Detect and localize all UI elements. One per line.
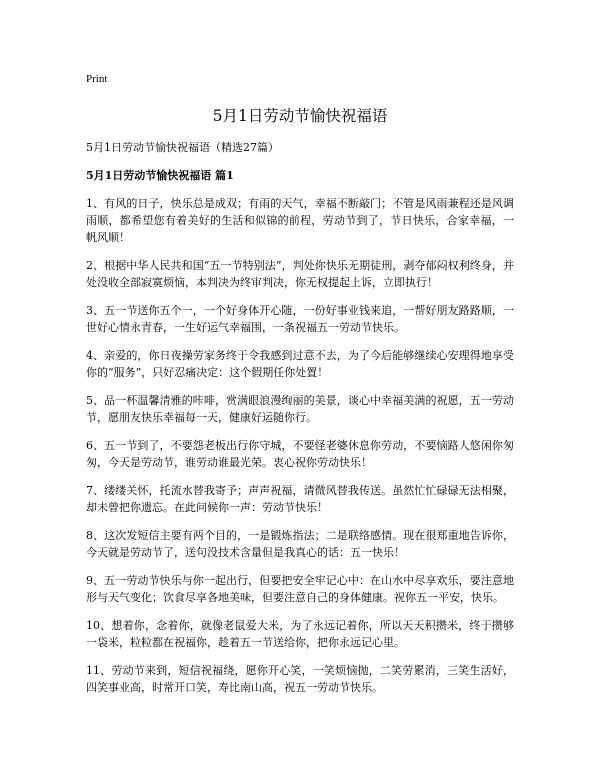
blessing-paragraph-1: 1、有风的日子，快乐总是成双；有雨的天气，幸福不断敲门；不管是风雨兼程还是风调雨顺，都希望您有着美好的生活和似锦的前程，劳动节到了，节日快乐，合家幸福，一帆风顺！ <box>86 197 514 244</box>
blessing-paragraph-9: 9、五一劳动节快乐与你一起出行，但要把安全牢记心中：在山水中尽享欢乐，要注意地形与天气变化；饮食尽享各地美味，但要注意自己的身体健康。祝你五一平安，快乐。 <box>86 574 514 604</box>
blessing-paragraph-2: 2、根据中华人民共和国“五一节特别法”，判处你快乐无期徒刑，剥夺郁闷权利终身，并处没收全部寂寞烦恼，本判决为终审判决，你无权提起上诉，立即执行！ <box>86 259 514 289</box>
print-label: Print <box>86 73 108 85</box>
page-title: 5月1日劳动节愉快祝福语 <box>212 107 388 125</box>
blessing-paragraph-5: 5、品一杯温馨清雅的咔啡，赏满眼浪漫绚丽的美景，谈心中幸福美满的祝愿，五一劳动节，愿朋友快乐幸福每一天，健康好运随你行。 <box>86 394 514 424</box>
blessing-paragraph-11: 11、劳动节来到，短信祝福绕，愿你开心笑，一笑烦恼抛，二笑劳累消，三笑生活好，四笑事业高，时常开口笑，寿比南山高，祝五一劳动节快乐。 <box>86 664 514 694</box>
blessing-paragraph-7: 7、缕缕关怀，托流水替我寄予；声声祝福，请微风替我传送。虽然忙忙碌碌无法相聚，却未曾把你遗忘。在此问候你一声：劳动节快乐！ <box>86 484 514 514</box>
section-heading: 5月1日劳动节愉快祝福语 篇1 <box>86 169 234 182</box>
blessing-paragraph-6: 6、五一节到了，不要怨老板出行你守城，不要怪老婆休息你劳动，不要恼路人悠闲你匆匆，今天是劳动节，谁劳动谁最光荣。衷心祝你劳动快乐！ <box>86 439 514 469</box>
document-subtitle: 5月1日劳动节愉快祝福语（精选27篇） <box>86 141 279 154</box>
blessing-paragraph-10: 10、想着你，念着你，就像老鼠爱大米，为了永远记着你，所以天天积攒米，终于攒够一袋米，粒粒都在祝福你，趁着五一节送给你，把你永远记心里。 <box>86 619 514 649</box>
blessing-paragraph-8: 8、这次发短信主要有两个目的，一是锻炼指法；二是联络感情。现在很郑重地告诉你，今天就是劳动节了，送句没技术含量但是我真心的话：五一快乐！ <box>86 529 514 559</box>
blessing-paragraph-4: 4、亲爱的，你日夜操劳家务终于令我感到过意不去，为了今后能够继续心安理得地享受你的“服务”，只好忍痛决定：这个假期任你处置！ <box>86 349 514 379</box>
blessing-paragraph-3: 3、五一节送你五个一，一个好身体开心随，一份好事业钱来追，一帮好朋友路路顺，一世好心情永青春，一生好运气幸福围，一条祝福五一劳动节快乐。 <box>86 304 514 334</box>
